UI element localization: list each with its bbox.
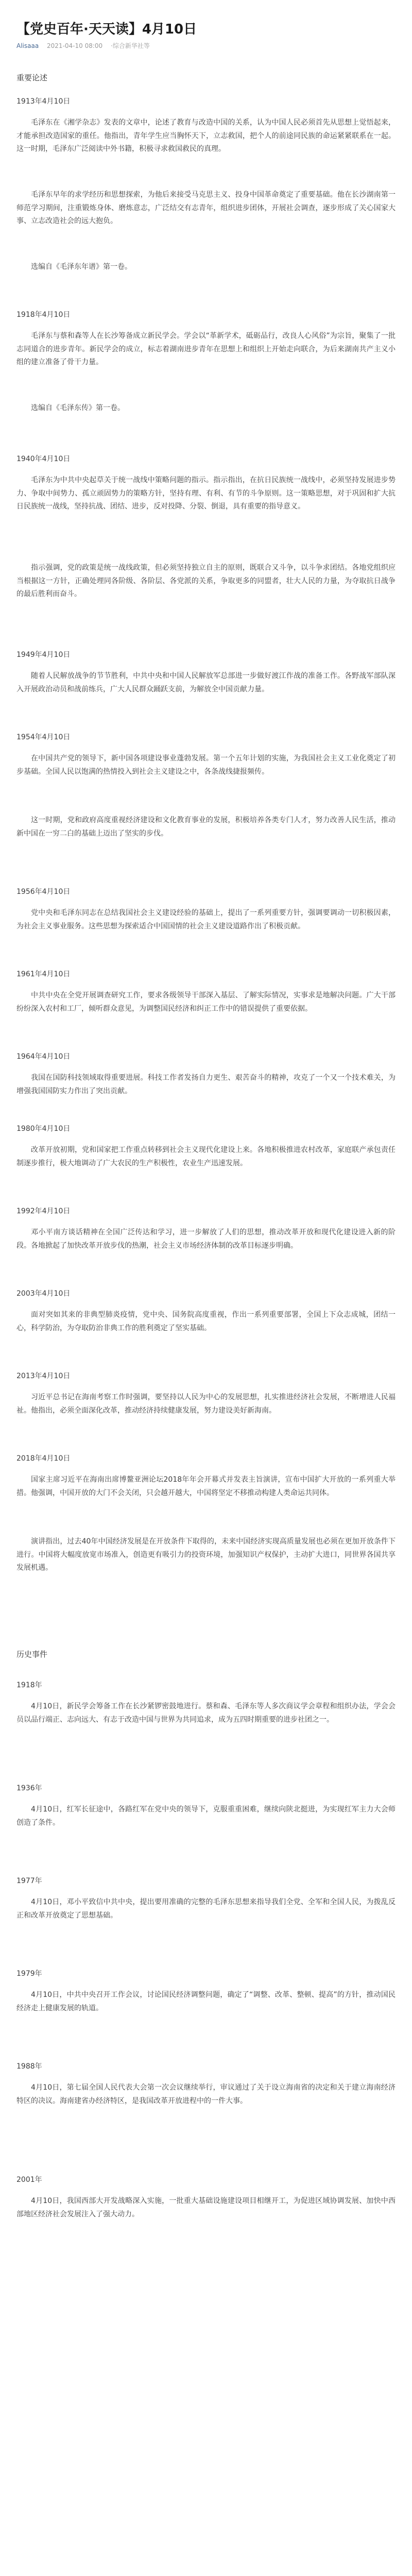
section-label-important: 重要论述 (16, 73, 48, 82)
event-paragraph: 4月10日，邓小平致信中共中央，提出要用准确的完整的毛泽东思想来指导我们全党、全军和全国人民，为拨乱反正和改革开放奠定了思想基础。 (16, 1898, 396, 1920)
event-year: 1918年 (16, 1681, 42, 1689)
event-year: 1988年 (16, 2062, 42, 2071)
article-meta (16, 41, 150, 50)
event-paragraph: 4月10日，新民学会筹备工作在长沙紧锣密鼓地进行。蔡和森、毛泽东等人多次商议学会章程和组织办法，学会会员以品行端正、志向远大、有志于改造中国与世界为共同追求，成为五四时期重要的进步社团之一。 (16, 1702, 396, 1724)
entry-date: 1956年4月10日 (16, 888, 71, 896)
entry-paragraph: 中共中央在全党开展调查研究工作，要求各级领导干部深入基层、了解实际情况，实事求是地解决问题。广大干部纷纷深入农村和工厂，倾听群众意见，为调整国民经济和纠正工作中的错误提供了重要依据。 (16, 991, 396, 1013)
event-paragraph: 4月10日，第七届全国人民代表大会第一次会议继续举行，审议通过了关于设立海南省的决定和关于建立海南经济特区的决议。海南建省办经济特区，是我国改革开放进程中的一件大事。 (16, 2083, 396, 2105)
article-title: 【党史百年·天天读】4月10日 (16, 22, 197, 37)
entry-paragraph: 毛泽东为中共中央起草关于统一战线中策略问题的指示。指示指出，在抗日民族统一战线中，必须坚持发展进步势力、争取中间势力、孤立顽固势力的策略方针，坚持有理、有利、有节的斗争原则。这一策略思想，对于巩固和扩大抗日民族统一战线，坚持抗战、团结、进步，反对投降、分裂、倒退，具有重要的指导意义。 (16, 476, 396, 511)
entry-date: 2013年4月10日 (16, 1372, 71, 1380)
section-label-events: 历史事件 (16, 1650, 48, 1659)
event-year: 2001年 (16, 2176, 42, 2184)
event-paragraph: 4月10日，我国西部大开发战略深入实施，一批重大基础设施建设项目相继开工，为促进区域协调发展、加快中西部地区经济社会发展注入了强大动力。 (16, 2197, 396, 2218)
entry-date: 1980年4月10日 (16, 1125, 71, 1133)
event-year: 1936年 (16, 1784, 42, 1792)
publish-datetime: 2021-04-10 08:00 (47, 42, 103, 49)
entry-paragraph: 这一时期，党和政府高度重视经济建设和文化教育事业的发展，积极培养各类专门人才，努力改善人民生活，推动新中国在一穷二白的基础上迈出了坚实的步伐。 (16, 816, 396, 838)
entry-paragraph: 邓小平南方谈话精神在全国广泛传达和学习，进一步解放了人们的思想，推动改革开放和现代化建设进入新的阶段。各地掀起了加快改革开放步伐的热潮，社会主义市场经济体制的改革目标逐步明确。 (16, 1228, 396, 1250)
entry-paragraph: 我国在国防科技领域取得重要进展。科技工作者发扬自力更生、艰苦奋斗的精神，攻克了一个又一个技术难关，为增强我国国防实力作出了突出贡献。 (16, 1074, 396, 1095)
entry-date: 1913年4月10日 (16, 97, 71, 106)
entry-date: 1949年4月10日 (16, 651, 71, 659)
entry-date: 1954年4月10日 (16, 733, 71, 741)
event-year: 1977年 (16, 1877, 42, 1885)
source-note: ·综合新华社等 (111, 42, 150, 49)
entry-date: 2003年4月10日 (16, 1290, 71, 1298)
author-link[interactable]: Alisaaa (16, 42, 39, 49)
entry-paragraph: 国家主席习近平在海南出席博鳌亚洲论坛2018年年会开幕式并发表主旨演讲，宣布中国扩大开放的一系列重大举措。他强调，中国开放的大门不会关闭，只会越开越大，中国将坚定不移推动构建人类命运共同体。 (16, 1476, 396, 1497)
entry-paragraph: 习近平总书记在海南考察工作时强调，要坚持以人民为中心的发展思想，扎实推进经济社会发展，不断增进人民福祉。他指出，必须全面深化改革，推动经济持续健康发展，努力建设美好新海南。 (16, 1393, 396, 1415)
entry-date: 1918年4月10日 (16, 311, 71, 319)
entry-paragraph: 毛泽东在《湘学杂志》发表的文章中，论述了教育与改造中国的关系，认为中国人民必须首先从思想上觉悟起来，才能承担改造国家的重任。他指出，青年学生应当胸怀天下，立志救国，把个人的前途同民族的命运紧紧联系在一起。这一时期，毛泽东广泛阅读中外书籍，积极寻求救国救民的真理。 (16, 118, 396, 153)
entry-date: 1992年4月10日 (16, 1207, 71, 1215)
entry-date: 2018年4月10日 (16, 1454, 71, 1463)
entry-paragraph: 指示强调，党的政策是统一战线政策，但必须坚持独立自主的原则，既联合又斗争，以斗争求团结。各地党组织应当根据这一方针，正确处理同各阶级、各阶层、各党派的关系，争取更多的同盟者，壮大人民的力量，为夺取抗日战争的最后胜利而奋斗。 (16, 564, 396, 598)
entry-paragraph: 在中国共产党的领导下，新中国各项建设事业蓬勃发展。第一个五年计划的实施，为我国社会主义工业化奠定了初步基础。全国人民以饱满的热情投入到社会主义建设之中，各条战线捷报频传。 (16, 754, 396, 776)
entry-paragraph: 毛泽东与蔡和森等人在长沙筹备成立新民学会。学会以“革新学术，砥砺品行，改良人心风俗”为宗旨，聚集了一批志同道合的进步青年。新民学会的成立，标志着湖南进步青年在思想上和组织上开始走向联合，为后来湖南共产主义小组的建立准备了骨干力量。 (16, 332, 396, 366)
event-paragraph: 4月10日，中共中央召开工作会议，讨论国民经济调整问题，确定了“调整、改革、整顿、提高”的方针，推动国民经济走上健康发展的轨道。 (16, 1991, 396, 2012)
entry-paragraph: 面对突如其来的非典型肺炎疫情，党中央、国务院高度重视，作出一系列重要部署，全国上下众志成城，团结一心，科学防治，为夺取防治非典工作的胜利奠定了坚实基础。 (16, 1311, 396, 1332)
entry-paragraph: 党中央和毛泽东同志在总结我国社会主义建设经验的基础上，提出了一系列重要方针，强调要调动一切积极因素，为社会主义事业服务。这些思想为探索适合中国国情的社会主义建设道路作出了积极贡献。 (16, 909, 396, 930)
entry-paragraph: 随着人民解放战争的节节胜利，中共中央和中国人民解放军总部进一步做好渡江作战的准备工作。各野战军部队深入开展政治动员和战前练兵，广大人民群众踊跃支前，为解放全中国贡献力量。 (16, 672, 396, 693)
entry-source-quote: 选编自《毛泽东年谱》第一卷。 (31, 263, 132, 271)
event-paragraph: 4月10日，红军长征途中，各路红军在党中央的领导下，克服重重困难，继续向陕北挺进，为实现红军主力大会师创造了条件。 (16, 1805, 396, 1827)
entry-paragraph: 演讲指出，过去40年中国经济发展是在开放条件下取得的，未来中国经济实现高质量发展也必须在更加开放条件下进行。中国将大幅度放宽市场准入，创造更有吸引力的投资环境，加强知识产权保护，主动扩大进口，同世界各国共享发展机遇。 (16, 1537, 396, 1572)
entry-date: 1964年4月10日 (16, 1053, 71, 1061)
entry-source-quote: 选编自《毛泽东传》第一卷。 (31, 404, 125, 412)
entry-date: 1940年4月10日 (16, 455, 71, 463)
entry-date: 1961年4月10日 (16, 970, 71, 978)
entry-paragraph: 改革开放初期，党和国家把工作重点转移到社会主义现代化建设上来。各地积极推进农村改革，家庭联产承包责任制逐步推行，极大地调动了广大农民的生产积极性，农业生产迅速发展。 (16, 1146, 396, 1167)
entry-paragraph: 毛泽东早年的求学经历和思想探索，为他后来接受马克思主义、投身中国革命奠定了重要基础。他在长沙湖南第一师范学习期间，注重锻炼身体、磨炼意志，广泛结交有志青年，组织进步团体，开展社会调查，逐步形成了关心国家大事、立志改造社会的远大抱负。 (16, 191, 396, 225)
event-year: 1979年 (16, 1970, 42, 1978)
